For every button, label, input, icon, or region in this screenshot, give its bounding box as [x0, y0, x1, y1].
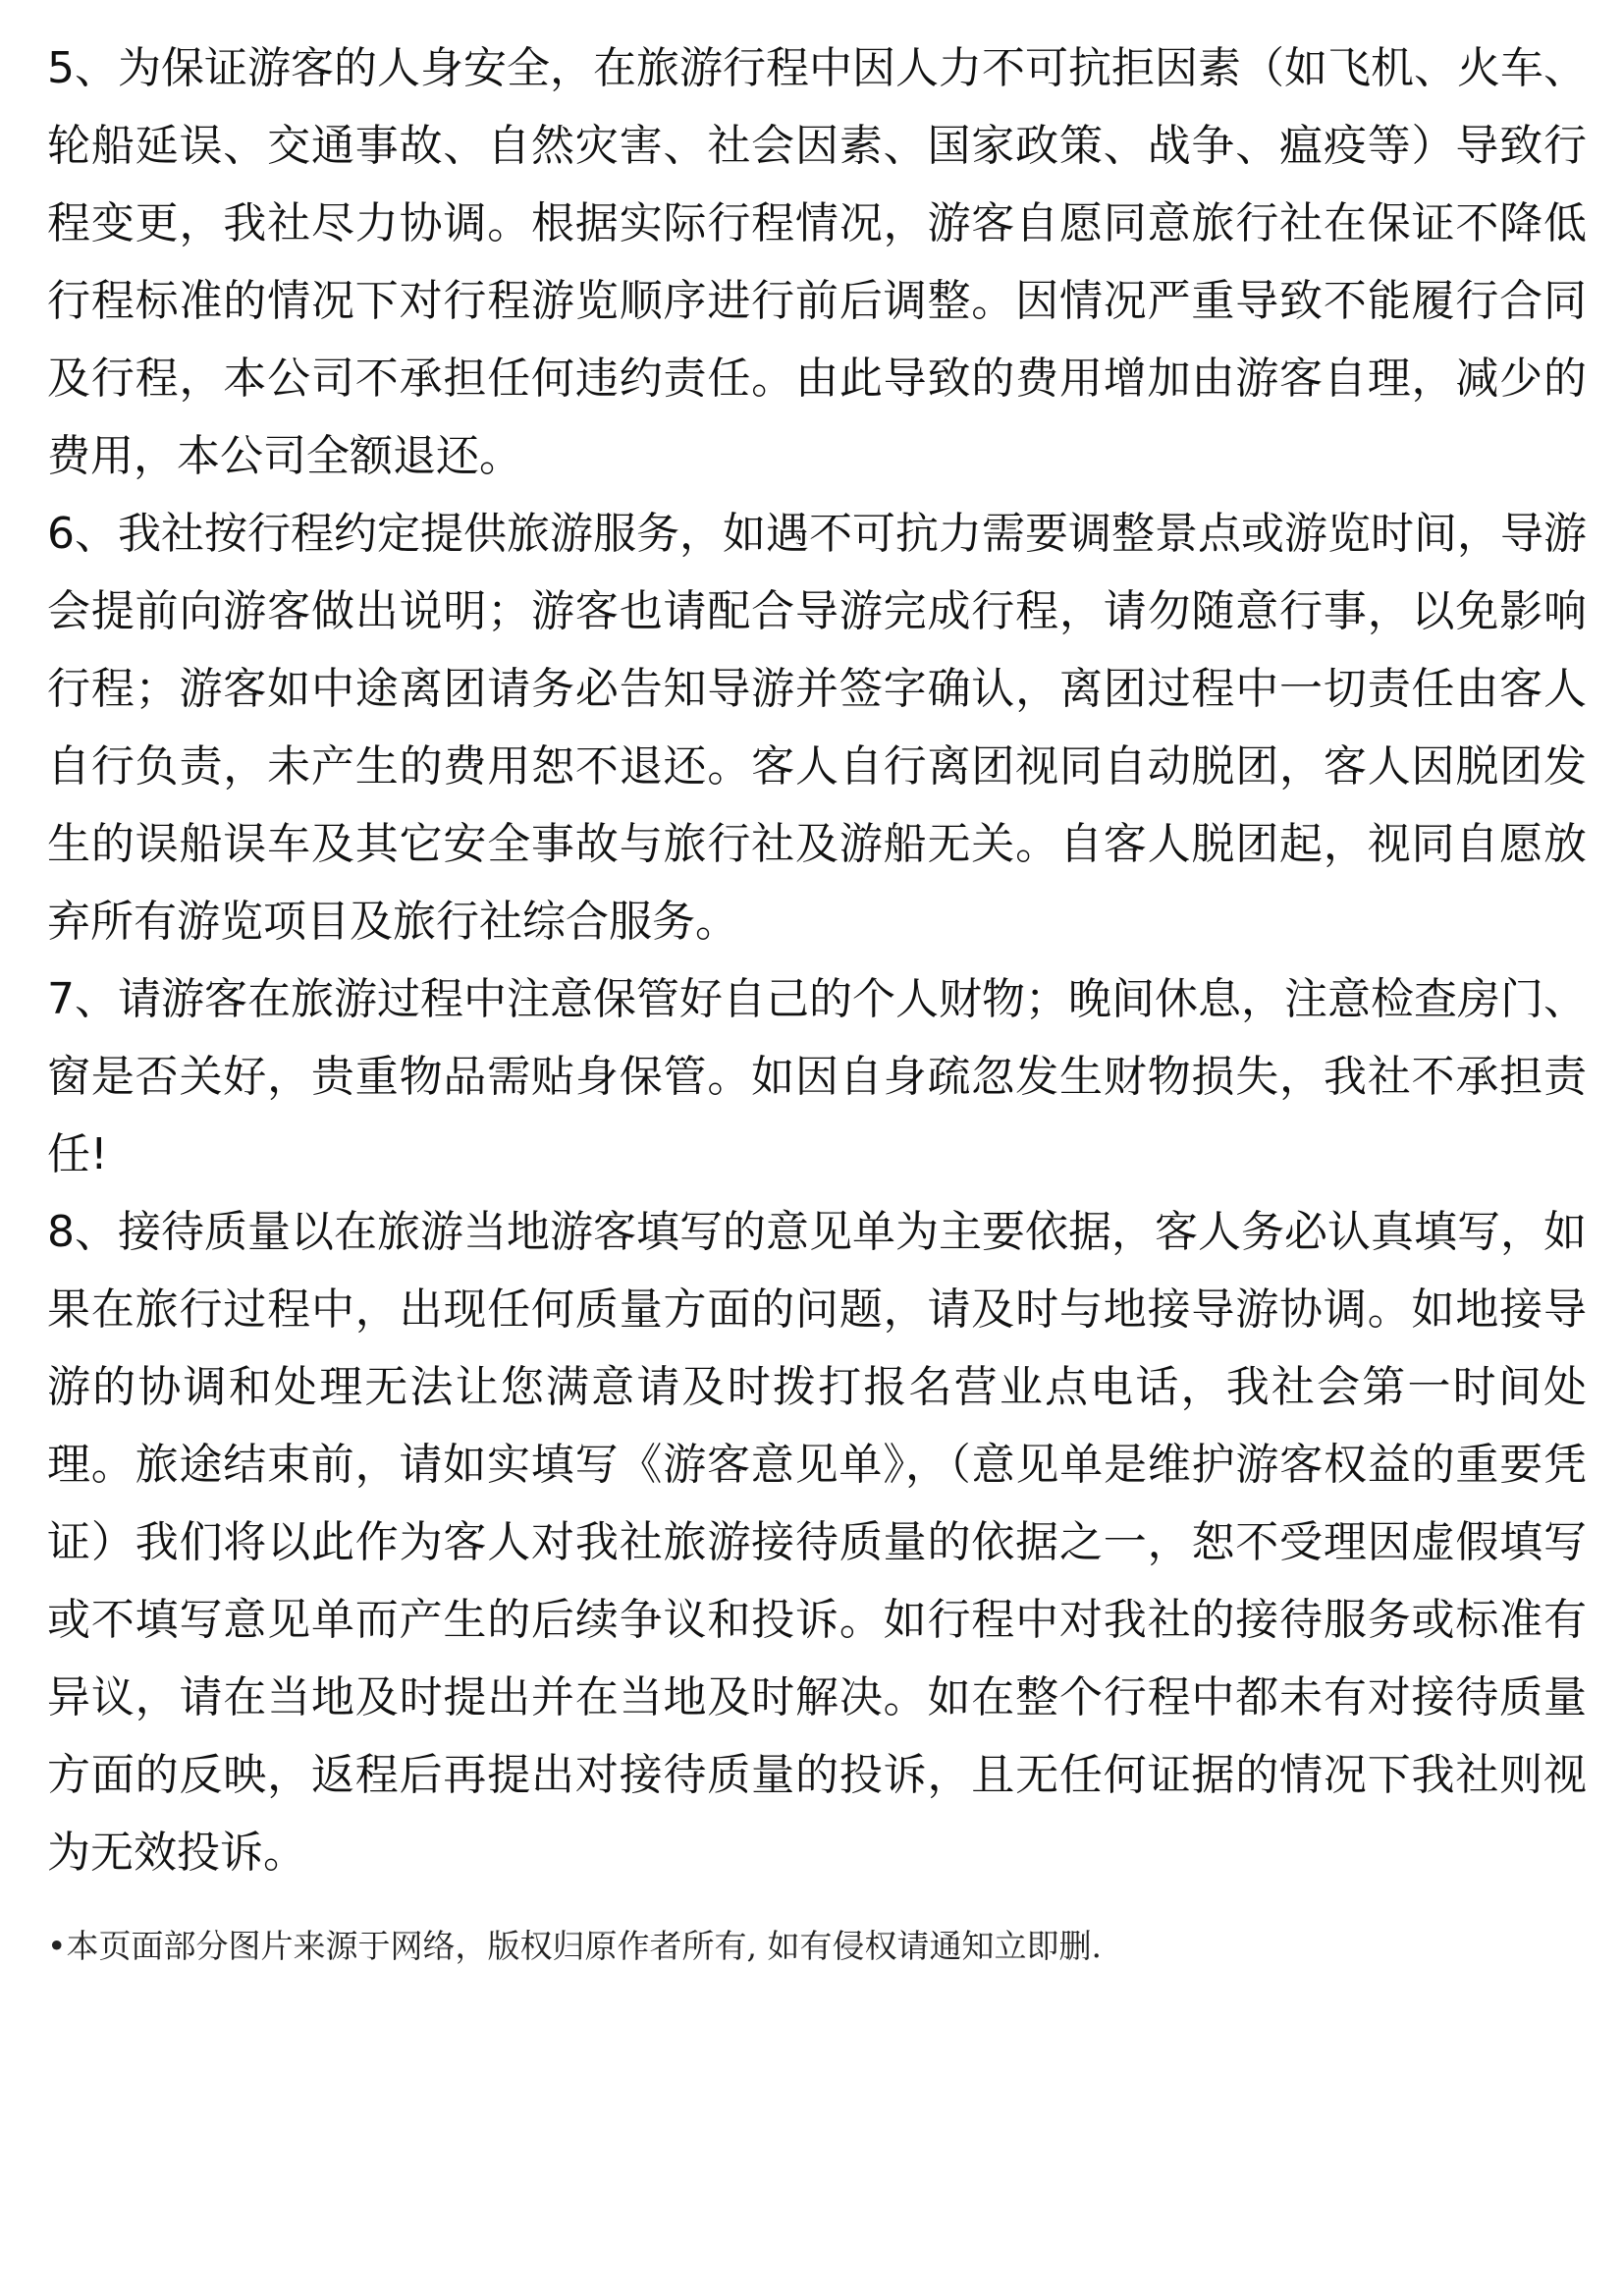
clause-5: 5、为保证游客的人身安全，在旅游行程中因人力不可抗拒因素（如飞机、火车、轮船延误、交通事故、自然灾害、社会因素、国家政策、战争、瘟疫等）导致行程变更，我社尽力协调。根据实际行程情况，游客自愿同意旅行社在保证不降低行程标准的情况下对行程游览顺序进行前后调整。因情况严重导致不能履行合同及行程，本公司不承担任何违约责任。由此导致的费用增加由游客自理，减少的费用，本公司全额退还。	[47, 43, 1587, 481]
copyright-footnote: •本页面部分图片来源于网络，版权归原作者所有, 如有侵权请通知立即删.	[47, 1927, 1102, 1965]
clause-6: 6、我社按行程约定提供旅游服务，如遇不可抗力需要调整景点或游览时间，导游会提前向游客做出说明；游客也请配合导游完成行程，请勿随意行事，以免影响行程；游客如中途离团请务必告知导游并签字确认，离团过程中一切责任由客人自行负责，未产生的费用恕不退还。客人自行离团视同自动脱团，客人因脱团发生的误船误车及其它安全事故与旅行社及游船无关。自客人脱团起，视同自愿放弃所有游览项目及旅行社综合服务。	[47, 509, 1587, 947]
terms-body	[47, 29, 1587, 1891]
clause-8: 8、接待质量以在旅游当地游客填写的意见单为主要依据，客人务必认真填写，如果在旅行过程中，出现任何质量方面的问题，请及时与地接导游协调。如地接导游的协调和处理无法让您满意请及时拨打报名营业点电话，我社会第一时间处理。旅途结束前，请如实填写《游客意见单》，（意见单是维护游客权益的重要凭证）我们将以此作为客人对我社旅游接待质量的依据之一，恕不受理因虚假填写或不填写意见单而产生的后续争议和投诉。如行程中对我社的接待服务或标准有异议，请在当地及时提出并在当地及时解决。如在整个行程中都未有对接待质量方面的反映，返程后再提出对接待质量的投诉，且无任何证据的情况下我社则视为无效投诉。	[47, 1207, 1587, 1878]
clause-7: 7、请游客在旅游过程中注意保管好自己的个人财物；晚间休息，注意检查房门、窗是否关好，贵重物品需贴身保管。如因自身疏忽发生财物损失，我社不承担责任!	[47, 974, 1587, 1179]
